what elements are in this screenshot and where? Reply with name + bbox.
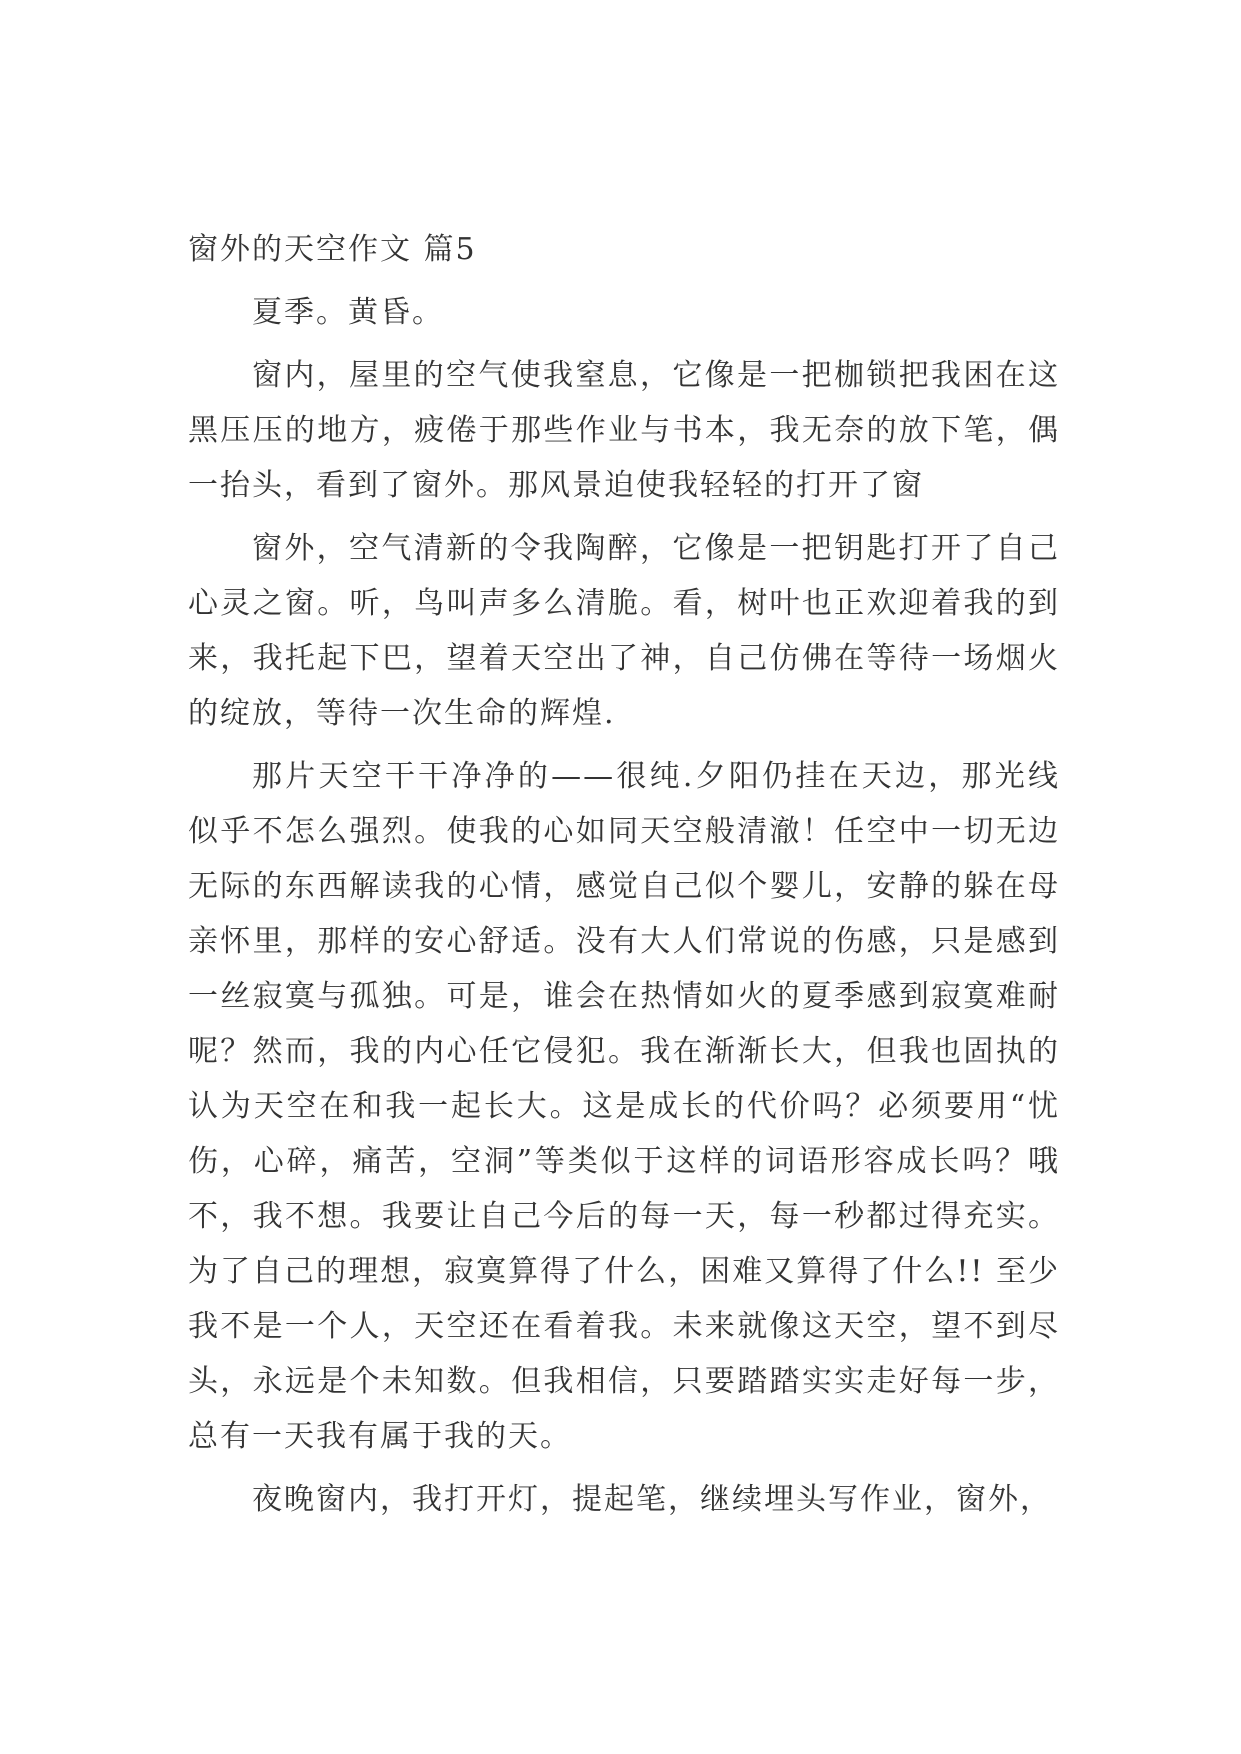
document-title: 窗外的天空作文 篇5: [188, 232, 477, 267]
paragraph-2: 窗内，屋里的空气使我窒息，它像是一把枷锁把我困在这黑压压的地方，疲倦于那些作业与书本，我无奈的放下笔，偶一抬头，看到了窗外。那风景迫使我轻轻的打开了窗: [188, 358, 1060, 503]
paragraph-3: 窗外，空气清新的令我陶醉，它像是一把钥匙打开了自己心灵之窗。听，鸟叫声多么清脆。看，树叶也正欢迎着我的到来，我托起下巴，望着天空出了神，自己仿佛在等待一场烟火的绽放，等待一次生命的辉煌.: [188, 531, 1060, 731]
paragraph-1: 夏季。黄昏。: [252, 295, 444, 330]
document-body: [188, 222, 1060, 1527]
paragraph-4: 那片天空干干净净的——很纯.夕阳仍挂在天边，那光线似乎不怎么强烈。使我的心如同天空般清澈！任空中一切无边无际的东西解读我的心情，感觉自己似个婴儿，安静的躲在母亲怀里，那样的安心舒适。没有大人们常说的伤感，只是感到一丝寂寞与孤独。可是，谁会在热情如火的夏季感到寂寞难耐呢？然而，我的内心任它侵犯。我在渐渐长大，但我也固执的认为天空在和我一起长大。这是成长的代价吗？必须要用“忧伤，心碎，痛苦，空洞”等类似于这样的词语形容成长吗？哦不，我不想。我要让自己今后的每一天，每一秒都过得充实。为了自己的理想，寂寞算得了什么，困难又算得了什么!! 至少我不是一个人，天空还在看着我。未来就像这天空，望不到尽头，永远是个未知数。但我相信，只要踏踏实实走好每一步，总有一天我有属于我的天。: [188, 759, 1060, 1454]
paragraph-5: 夜晚窗内，我打开灯，提起笔，继续埋头写作业，窗外，: [252, 1482, 1052, 1517]
